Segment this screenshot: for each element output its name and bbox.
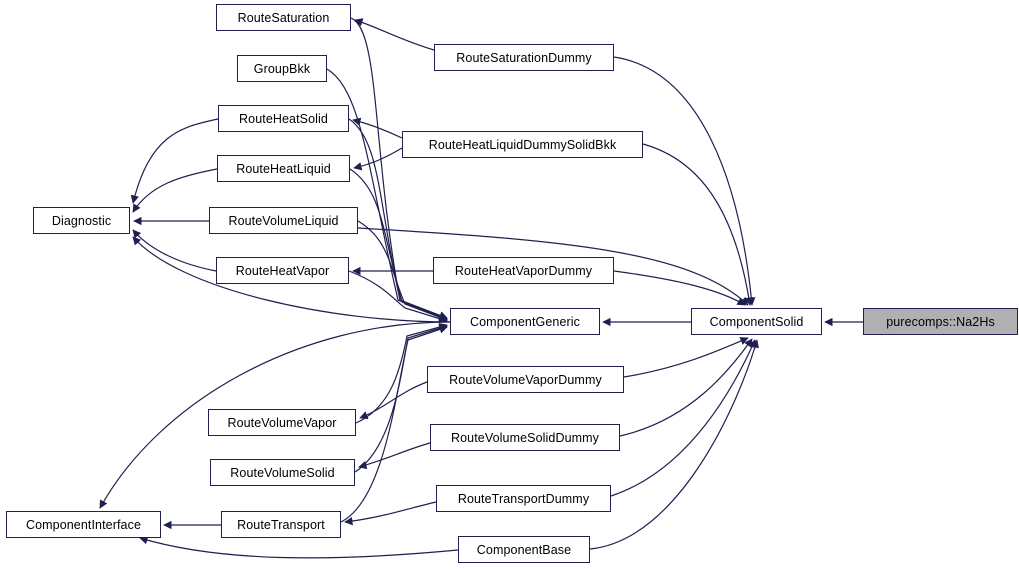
node-group-bkk[interactable]: GroupBkk xyxy=(237,55,327,82)
node-route-transport[interactable]: RouteTransport xyxy=(221,511,341,538)
node-route-heat-vapor[interactable]: RouteHeatVapor xyxy=(216,257,349,284)
node-route-heat-solid[interactable]: RouteHeatSolid xyxy=(218,105,349,132)
node-route-saturation[interactable]: RouteSaturation xyxy=(216,4,351,31)
node-route-transport-dummy[interactable]: RouteTransportDummy xyxy=(436,485,611,512)
node-component-solid[interactable]: ComponentSolid xyxy=(691,308,822,335)
node-route-heat-liquid-dummy-solid-bkk[interactable]: RouteHeatLiquidDummySolidBkk xyxy=(402,131,643,158)
node-route-volume-solid-dummy[interactable]: RouteVolumeSolidDummy xyxy=(430,424,620,451)
node-route-volume-liquid[interactable]: RouteVolumeLiquid xyxy=(209,207,358,234)
node-route-volume-vapor-dummy[interactable]: RouteVolumeVaporDummy xyxy=(427,366,624,393)
node-component-generic[interactable]: ComponentGeneric xyxy=(450,308,600,335)
node-route-volume-vapor[interactable]: RouteVolumeVapor xyxy=(208,409,356,436)
node-route-heat-liquid[interactable]: RouteHeatLiquid xyxy=(217,155,350,182)
node-component-interface[interactable]: ComponentInterface xyxy=(6,511,161,538)
node-route-volume-solid[interactable]: RouteVolumeSolid xyxy=(210,459,355,486)
node-route-saturation-dummy[interactable]: RouteSaturationDummy xyxy=(434,44,614,71)
node-component-base[interactable]: ComponentBase xyxy=(458,536,590,563)
node-route-heat-vapor-dummy[interactable]: RouteHeatVaporDummy xyxy=(433,257,614,284)
node-diagnostic[interactable]: Diagnostic xyxy=(33,207,130,234)
node-purecomps-na2hs[interactable]: purecomps::Na2Hs xyxy=(863,308,1018,335)
